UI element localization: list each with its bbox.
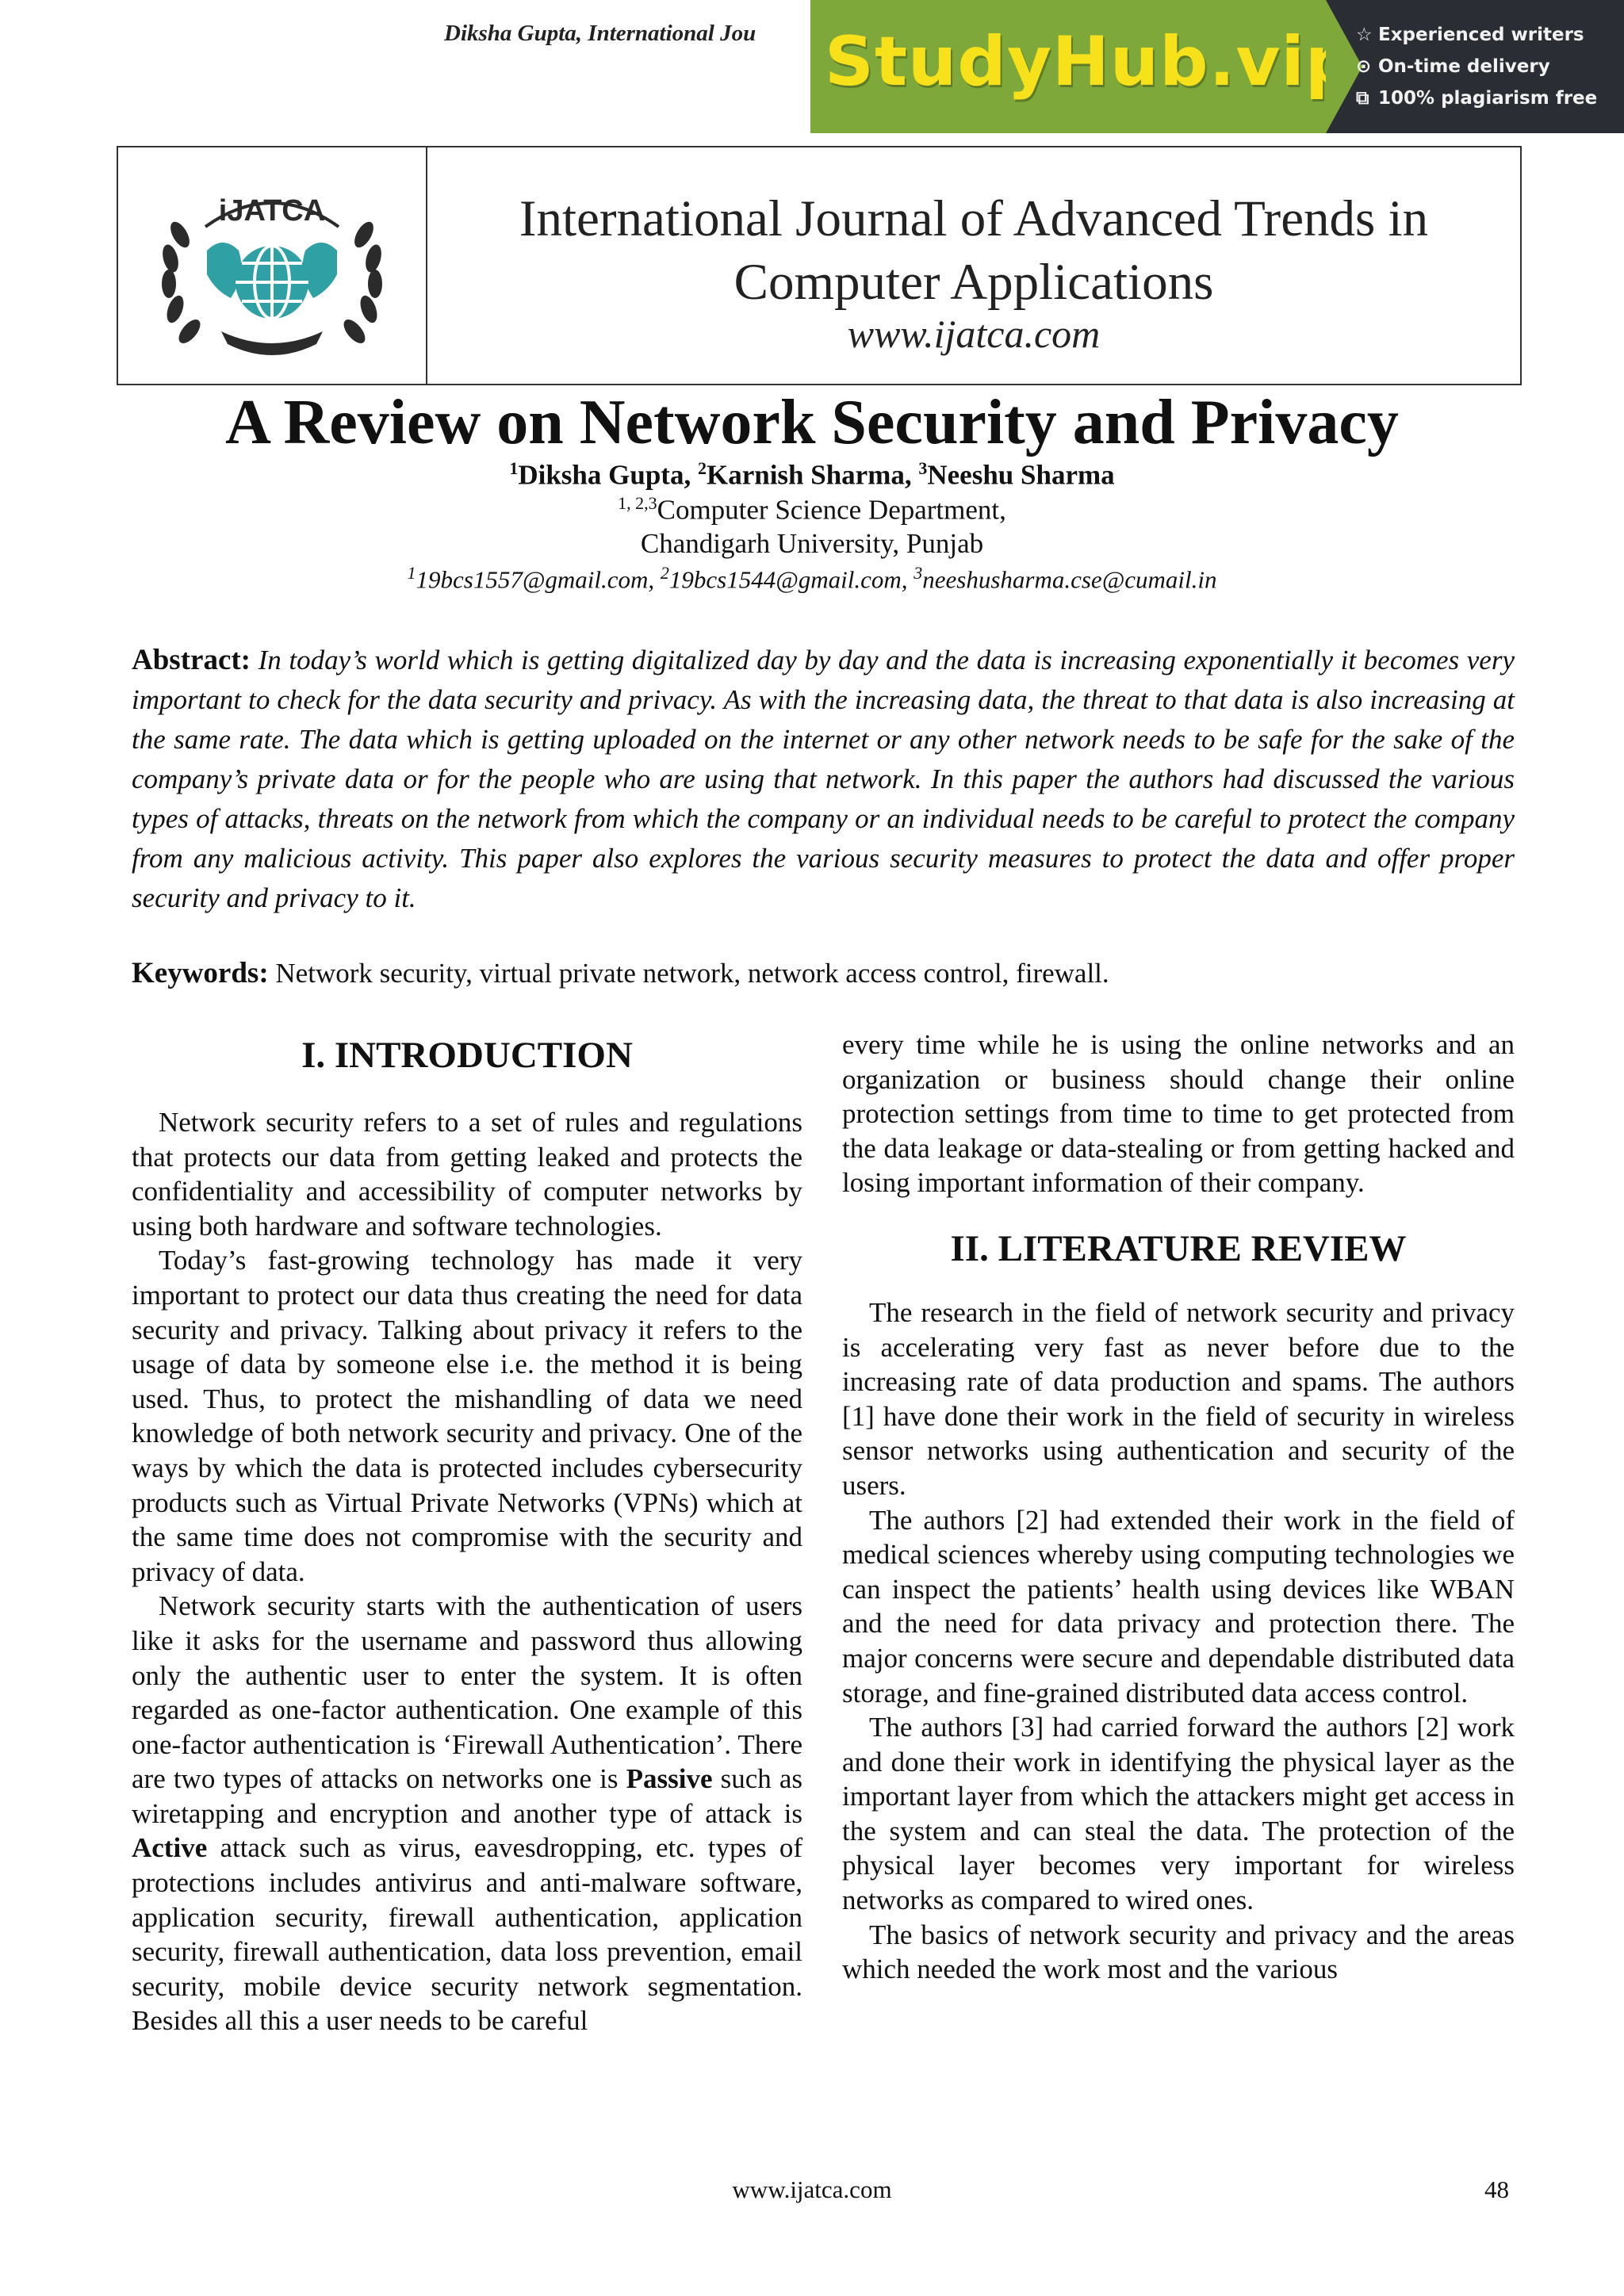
keywords (132, 956, 1515, 990)
feature-item (1356, 82, 1597, 114)
studyhub-banner[interactable] (810, 0, 1624, 133)
feature-item (1356, 19, 1597, 51)
right-column (842, 1027, 1515, 1987)
email-link[interactable]: 19bcs1557@gmail.com, (416, 565, 661, 594)
paper-title: A Review on Network Security and Privacy (225, 388, 1399, 457)
star-icon: ☆ (1356, 25, 1373, 45)
paragraph-text: Network security starts with the authentication of users like it asks for the username and password thus allowing only the authentic user to enter the system. It is often regarded as one-factor authentication. One example of this one-factor authentication is ‘Firewall Authentication’. There are two types of attacks on networks one is (132, 1590, 802, 1795)
author-list (0, 458, 1624, 492)
feature-text: 100% plagiarism free (1378, 88, 1598, 109)
feature-item (1356, 51, 1597, 82)
feature-text: On-time delivery (1378, 56, 1550, 77)
email-link[interactable]: 19bcs1544@gmail.com, (668, 565, 914, 594)
affiliation-line-2: Chandigarh University, Punjab (640, 528, 984, 559)
left-column (132, 1027, 802, 2038)
journal-url[interactable]: www.ijatca.com (847, 312, 1101, 356)
running-header: Diksha Gupta, International Jou (444, 21, 756, 46)
journal-logo (118, 147, 426, 384)
introduction-continued: every time while he is using the online networks and an organization or business should change their online protection settings from time to time to get protected from the data leakage or data-stealing or from getting hacked and losing important information of their company. (842, 1029, 1515, 1199)
introduction-paragraph: Today’s fast-growing technology has made it very important to protect our data thus creating the need for data security and privacy. Talking about privacy it refers to the usage of data by someone else i.e. the method it is being used. Thus, to protect the mishandling of data we need knowledge of both network security and privacy. One of the ways by which the data is protected includes cybersecurity products such as Virtual Private Networks (VPNs) which at the same time does not compromise with the security and privacy of data. (132, 1245, 802, 1587)
keywords-text: Network security, virtual private network, network access control, firewall. (275, 958, 1109, 989)
bold-term-passive: Passive (626, 1763, 713, 1795)
banner-brand-area (810, 0, 1355, 133)
keywords-label: Keywords: (132, 957, 269, 989)
journal-title-line-2: Computer Applications (733, 254, 1214, 311)
literature-review-heading: II. LITERATURE REVIEW (950, 1227, 1407, 1269)
author-name: Neeshu Sharma (927, 459, 1115, 491)
bold-term-active: Active (132, 1832, 208, 1864)
banner-brand: StudyHub.vip (825, 22, 1355, 101)
introduction-paragraph: Network security refers to a set of rules and regulations that protects our data from getting leaked and protects the confidentiality and accessibility of computer networks by using both hardware and software technologies. (132, 1107, 802, 1242)
page-number: 48 (1484, 2175, 1509, 2203)
svg-text:iJATCA: iJATCA (218, 194, 326, 228)
literature-paragraph: The basics of network security and privacy and the areas which needed the work most and the various (842, 1919, 1515, 1985)
abstract (132, 641, 1515, 918)
literature-paragraph: The authors [2] had extended their work in the field of medical sciences whereby using computing technologies we can inspect the patients’ health using devices like WBAN and the need for data privacy and protection there. The major concerns were secure and dependable distributed data storage, and fine-grained distributed data access control. (842, 1504, 1515, 1709)
affiliation-line-1 (0, 493, 1624, 526)
introduction-heading: I. INTRODUCTION (301, 1035, 633, 1076)
journal-title-line-1: International Journal of Advanced Trends in (519, 190, 1429, 247)
copy-icon: ⧉ (1356, 88, 1369, 109)
author-emails (0, 563, 1624, 594)
email-sup: 1 (407, 563, 416, 583)
abstract-label: Abstract: (132, 644, 251, 676)
literature-paragraph: The research in the field of network security and privacy is accelerating very fast as never before due to the increasing rate of data production and spams. The authors [1] have done their work in the field of security in wireless sensor networks using authentication and security of the users. (842, 1296, 1515, 1501)
email-sup: 2 (660, 563, 669, 583)
journal-logo-cell (118, 147, 427, 384)
footer-url[interactable]: www.ijatca.com (732, 2175, 892, 2203)
journal-header-box (117, 146, 1522, 385)
author-sup: 2 (697, 458, 707, 478)
introduction-paragraph (132, 1589, 802, 2038)
author-sup: 1 (509, 458, 519, 478)
paragraph-text: attack such as virus, eavesdropping, etc. types of protections includes antivirus and anti-malware software, application security, firewall authentication, application security, firewall authentication, data loss prevention, email security, mobile device security network segmentation. Besides all this a user needs to be careful (132, 1832, 802, 2037)
author-name: Karnish Sharma, (706, 459, 919, 491)
affiliation-text: Computer Science Department, (657, 494, 1006, 526)
paragraph-text: such as wiretapping and encryption and another type of attack is (132, 1763, 803, 1829)
email-link[interactable]: neeshusharma.cse@cumail.in (922, 565, 1217, 594)
feature-text: Experienced writers (1378, 25, 1584, 45)
email-sup: 3 (914, 563, 923, 583)
clock-icon: ⊙ (1356, 56, 1372, 77)
literature-paragraph: The authors [3] had carried forward the authors [2] work and done their work in identifying the physical layer as the important layer from which the attackers might get access in the system and can steal the data. The protection of the physical layer becomes very important for wireless networks as compared to wired ones. (842, 1712, 1515, 1916)
author-sup: 3 (918, 458, 928, 478)
author-name: Diksha Gupta, (518, 459, 698, 491)
journal-title (427, 187, 1520, 314)
banner-features (1356, 19, 1597, 114)
abstract-text: In today’s world which is getting digitalized day by day and the data is increasing exponentially it becomes very important to check for the data security and privacy. As with the increasing data, the threat to that data is also increasing at the same rate. The data which is getting uploaded on the internet or any other network needs to be safe for the sake of the company’s private data or for the people who are using that network. In this paper the authors had discussed the various types of attacks, threats on the network from which the company or an individual needs to be careful to protect the company from any malicious activity. This paper also explores the various security measures to protect the data and offer proper security and privacy to it. (132, 645, 1515, 913)
affiliation-sup: 1, 2,3 (618, 493, 657, 513)
